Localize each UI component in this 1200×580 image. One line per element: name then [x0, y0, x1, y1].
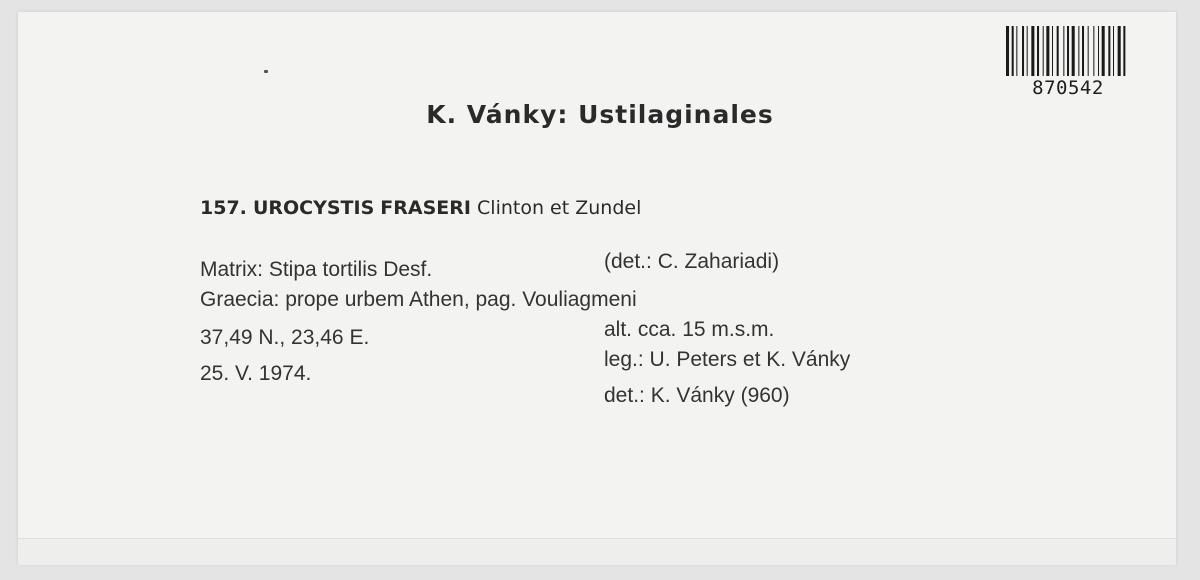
barcode-bar — [1067, 26, 1069, 76]
matrix-determiner-line: (det.: C. Zahariadi) — [604, 250, 780, 273]
barcode-bar — [1046, 26, 1049, 76]
barcode-bar — [1108, 26, 1110, 76]
barcode-bar — [1006, 26, 1009, 76]
barcode-bar — [1082, 26, 1084, 76]
barcode-bar — [1012, 26, 1014, 76]
barcode-number: 870542 — [1032, 77, 1104, 99]
collection-date-line: 25. V. 1974. — [200, 362, 312, 385]
barcode-bar — [1057, 26, 1059, 76]
barcode-bar — [1037, 26, 1039, 76]
determiner-line: det.: K. Vánky (960) — [604, 384, 790, 407]
collectors-line: leg.: U. Peters et K. Vánky — [604, 348, 851, 371]
barcode-bar — [1102, 26, 1105, 76]
barcode-bar — [1078, 26, 1079, 76]
barcode-bar — [1052, 26, 1053, 76]
species-epithet: FRASERI — [380, 197, 471, 219]
locality-line: Graecia: prope urbem Athen, pag. Vouliagmeni — [200, 288, 637, 311]
barcode-bar — [1063, 26, 1064, 76]
barcode-bar — [1022, 26, 1024, 76]
collection-heading: K. Vánky: Ustilaginales — [426, 100, 774, 129]
barcode-bar — [1098, 26, 1099, 76]
barcode-bar — [1118, 26, 1121, 76]
barcode-bar — [1088, 26, 1089, 76]
coordinates-line: 37,49 N., 23,46 E. — [200, 326, 370, 349]
barcode-bar — [1113, 26, 1114, 76]
barcode — [1006, 26, 1130, 102]
ink-speck — [264, 70, 268, 73]
barcode-bar — [1123, 26, 1125, 76]
barcode-bar — [1093, 26, 1094, 76]
species-authority: Clinton et Zundel — [477, 197, 642, 219]
label-card-bottom-edge — [18, 538, 1176, 565]
barcode-bar — [1016, 26, 1017, 76]
species-line — [200, 197, 641, 219]
barcode-bar — [1027, 26, 1028, 76]
exsiccata-number: 157. — [200, 197, 247, 219]
barcode-bar — [1031, 26, 1034, 76]
species-genus: UROCYSTIS — [252, 197, 375, 219]
barcode-bar — [1043, 26, 1044, 76]
barcode-bar — [1072, 26, 1075, 76]
matrix-line: Matrix: Stipa tortilis Desf. — [200, 258, 433, 281]
altitude-line: alt. cca. 15 m.s.m. — [604, 318, 775, 341]
barcode-bars — [1006, 26, 1128, 76]
